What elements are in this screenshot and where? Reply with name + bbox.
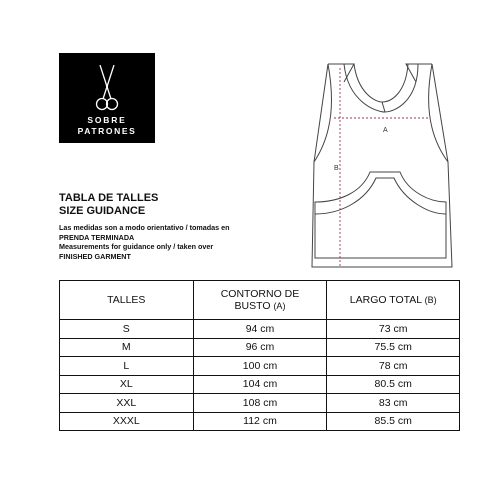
note-en-line1: Measurements for guidance only / taken over — [59, 242, 214, 251]
header-largo-label: LARGO TOTAL — [349, 294, 422, 306]
cell-talle: S — [60, 320, 194, 339]
right-strap — [406, 64, 432, 82]
label-b: B — [334, 165, 339, 172]
logo-line-2: PATRONES — [77, 126, 137, 136]
header-contorno-tag: (A) — [273, 301, 286, 311]
pocket — [315, 172, 446, 258]
cell-busto: 94 cm — [193, 320, 327, 339]
cell-talle: XXXL — [60, 412, 194, 431]
cell-largo: 73 cm — [327, 320, 460, 339]
cell-largo: 75.5 cm — [327, 338, 460, 357]
collar-inner — [354, 64, 408, 102]
note-es-line1: Las medidas son a modo orientativo / tomadas en — [59, 223, 230, 232]
header-talles: TALLES — [60, 281, 194, 320]
cell-talle: XL — [60, 375, 194, 394]
cell-largo: 85.5 cm — [327, 412, 460, 431]
cell-largo: 78 cm — [327, 357, 460, 376]
note-en-line2: FINISHED GARMENT — [59, 251, 131, 261]
right-armhole — [429, 64, 448, 162]
header-contorno-line2: BUSTO — [234, 300, 271, 312]
size-table — [59, 280, 460, 431]
title-size: SIZE GUIDANCE — [59, 205, 146, 217]
header-largo — [327, 281, 460, 320]
table-row — [60, 338, 460, 357]
scissors-icon — [94, 65, 120, 113]
header-largo-tag: (B) — [424, 295, 437, 305]
table-row — [60, 375, 460, 394]
note-es-line2: PRENDA TERMINADA — [59, 232, 135, 242]
garment-outline — [312, 64, 452, 267]
title-block — [59, 192, 230, 261]
header-contorno-line1: CONTORNO DE — [220, 288, 300, 300]
cell-busto: 108 cm — [193, 394, 327, 413]
table-row — [60, 412, 460, 431]
cell-busto: 112 cm — [193, 412, 327, 431]
garment-diagram — [300, 52, 460, 276]
cell-busto: 96 cm — [193, 338, 327, 357]
brand-logo — [59, 53, 155, 143]
table-header-row — [60, 281, 460, 320]
table-row — [60, 394, 460, 413]
title-tabla: TABLA DE TALLES — [59, 192, 159, 204]
left-armhole — [314, 64, 331, 162]
cell-largo: 80.5 cm — [327, 375, 460, 394]
left-strap — [328, 64, 354, 82]
label-a: A — [383, 127, 388, 134]
cell-talle: L — [60, 357, 194, 376]
table-row — [60, 320, 460, 339]
pocket-band — [315, 178, 446, 214]
cell-largo: 83 cm — [327, 394, 460, 413]
cell-talle: XXL — [60, 394, 194, 413]
cell-talle: M — [60, 338, 194, 357]
header-contorno — [193, 281, 327, 320]
cell-busto: 100 cm — [193, 357, 327, 376]
logo-line-1: SOBRE — [87, 115, 127, 125]
table-row — [60, 357, 460, 376]
cell-busto: 104 cm — [193, 375, 327, 394]
